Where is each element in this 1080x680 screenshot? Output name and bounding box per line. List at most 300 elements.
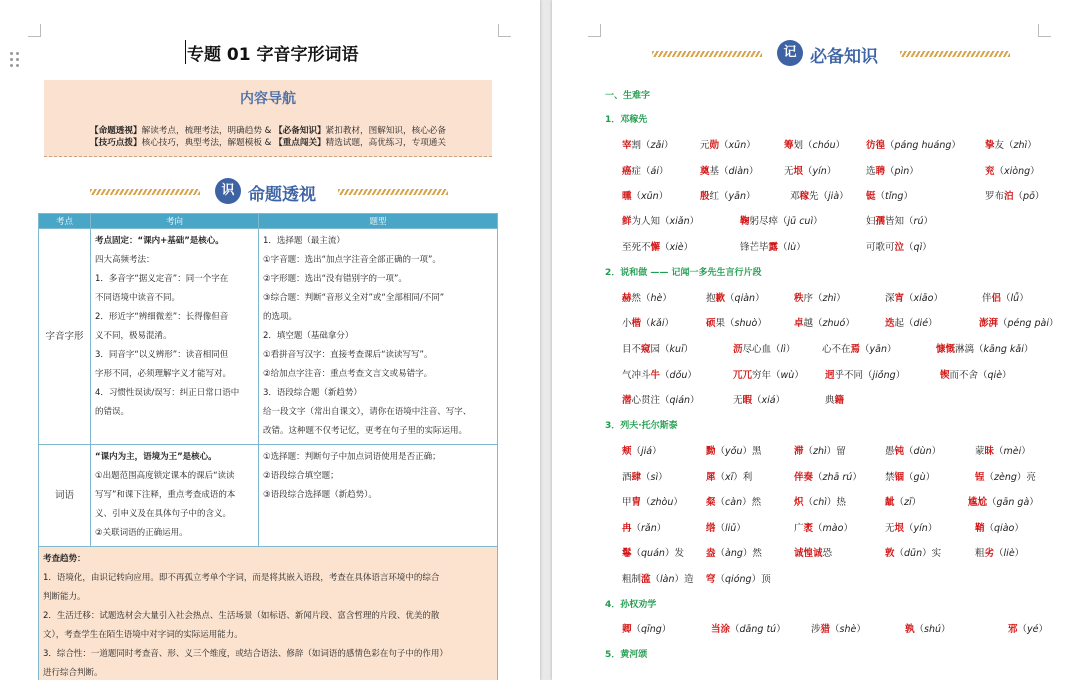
vocab-text: 起（ <box>894 318 914 329</box>
vocab-text: 症（ <box>631 166 651 177</box>
vocab-text: 粗 <box>975 548 985 559</box>
vocab-pinyin: dāng tú <box>739 624 777 635</box>
vocab-item <box>622 188 668 202</box>
vocab-pinyin: qiè <box>987 370 1003 381</box>
vocab-text: （ <box>984 472 995 483</box>
vocab-key-char: 慷慨 <box>936 344 956 355</box>
vocab-key-char: 肆 <box>631 472 642 483</box>
vocab-text: （ <box>994 166 1005 177</box>
vocab-item <box>622 571 694 585</box>
vocab-text: （ <box>1013 191 1024 202</box>
vocab-key-char: 锲 <box>940 370 950 381</box>
cell-line: ①出题范围高度锁定课本的课后“读读 <box>95 471 235 481</box>
vocab-text: ） <box>683 242 694 253</box>
vocab-key-char: 勋 <box>709 140 720 151</box>
direction-cell <box>91 229 259 445</box>
vocab-text: ） <box>852 472 862 483</box>
vocab-pinyin: zhì <box>1013 140 1028 151</box>
vocab-pinyin: yé <box>1027 624 1039 635</box>
vocab-item <box>885 315 938 329</box>
drag-handle-icon[interactable] <box>10 52 20 68</box>
vocab-text: ） <box>746 140 756 151</box>
content-navigation-box <box>44 80 492 157</box>
cell-line: 3．综合性：一道题同时考查音、形、义三个维度，或结合语法、修辞（如词语的感情色彩在句子中的作用） <box>43 649 448 659</box>
vocab-text: （ <box>904 472 914 483</box>
vocab-text: （ <box>860 344 870 355</box>
vocab-item <box>794 494 846 508</box>
vocab-text: （ <box>803 446 814 457</box>
nav-text: 解读考点，梳理考法，明确趋势 & <box>141 126 275 136</box>
vocab-pinyin: lù <box>787 242 797 253</box>
type-cell <box>259 445 498 547</box>
vocab-key-char: 兖 <box>985 166 995 177</box>
vocab-text: ） <box>1038 624 1049 635</box>
vocab-key-char: 垠 <box>894 523 905 534</box>
vocab-text: 园（ <box>650 344 670 355</box>
vocab-text: 心贯注（ <box>631 395 670 406</box>
vocab-text: 基（ <box>709 166 729 177</box>
vocab-item <box>622 213 699 227</box>
vocab-pinyin: gān gà <box>996 497 1030 508</box>
vocab-text: ） <box>1014 523 1024 534</box>
vocab-pinyin: àng <box>725 548 743 559</box>
vocab-text: ） <box>1029 497 1039 508</box>
vocab-key-char: 牛 <box>650 370 661 381</box>
vocab-key-char: 胄 <box>631 497 642 508</box>
vocab-item <box>706 520 746 534</box>
vocab-text: ） <box>1048 318 1059 329</box>
vocab-text: ） <box>662 293 672 304</box>
vocab-text: 粗制 <box>622 574 642 585</box>
vocab-text: ） <box>928 318 938 329</box>
vocab-item <box>985 188 1044 202</box>
vocab-item <box>711 621 786 635</box>
section-title: 必备知识 <box>810 47 878 67</box>
vocab-text: ） <box>933 293 943 304</box>
vocab-item <box>866 188 913 202</box>
cell-line: ①看拼音写汉字：直接考查课后“读读写写”。 <box>263 350 433 360</box>
vocab-text: ）然 <box>742 548 762 559</box>
vocab-pinyin: gù <box>913 472 926 483</box>
vocab-key-char: 宰 <box>622 140 632 151</box>
cell-line: 写写”和课下注释，重点考查成语的本 <box>95 490 236 500</box>
vocab-item <box>885 494 921 508</box>
vocab-key-char: 迭 <box>885 318 895 329</box>
vocab-pinyin: zhì <box>813 446 827 457</box>
vocab-text: ）留 <box>826 446 846 457</box>
vocab-key-char: 稼 <box>799 191 810 202</box>
text-cursor <box>185 40 186 64</box>
vocab-text: ）实 <box>922 548 942 559</box>
vocab-text: 目不 <box>622 344 642 355</box>
vocab-key-char: 穹 <box>706 574 716 585</box>
vocab-text: （ <box>715 472 726 483</box>
vocab-text: （ <box>904 242 914 253</box>
vocab-item <box>622 545 684 559</box>
vocab-text: ） <box>895 370 906 381</box>
vocab-key-char: 歉 <box>715 293 726 304</box>
vocab-text: （ <box>998 318 1008 329</box>
vocab-text: 友（ <box>994 140 1014 151</box>
vocab-text: （ <box>631 523 642 534</box>
vocab-item <box>790 188 849 202</box>
vocab-pinyin: shú <box>924 624 942 635</box>
vocab-item <box>1008 621 1048 635</box>
vocab-key-char: 兀兀 <box>733 370 753 381</box>
vocab-pinyin: kǎi <box>650 318 665 329</box>
vocab-item <box>706 290 765 304</box>
vocab-text: ） <box>1023 344 1034 355</box>
cell-line: 进行综合判断。 <box>43 668 103 678</box>
page-corner-mark <box>498 24 511 37</box>
vocab-key-char: 暇 <box>742 395 753 406</box>
vocab-item <box>975 545 1024 559</box>
vocab-key-char: 昧 <box>984 446 995 457</box>
vocab-item <box>885 469 935 483</box>
vocab-text: 甲 <box>622 497 632 508</box>
direction-cell <box>91 445 259 547</box>
vocab-text: 先（ <box>809 191 829 202</box>
vocab-pinyin: lǚ <box>1010 293 1020 304</box>
vocab-text: （ <box>631 446 642 457</box>
vocab-text: （ <box>984 523 995 534</box>
cell-line: ③语段综合选择题（新趋势）。 <box>263 490 377 500</box>
vocab-pinyin: shè <box>839 624 857 635</box>
vocab-key-char: 露 <box>768 242 779 253</box>
vocab-pinyin: xiá <box>761 395 776 406</box>
vocab-text: 为人知（ <box>631 216 670 227</box>
vocab-text: 划（ <box>793 140 813 151</box>
vocab-key-char: 伴奏 <box>794 472 814 483</box>
vocab-text: ） <box>690 395 700 406</box>
vocab-pinyin: xiāo <box>913 293 934 304</box>
vocab-item <box>905 621 951 635</box>
vocab-item <box>866 213 933 227</box>
cell-line: 不同语境中读音不同。 <box>95 293 181 303</box>
vocab-text: ）顶 <box>751 574 771 585</box>
vocab-key-char: 籍 <box>834 395 845 406</box>
vocab-pinyin: chì <box>813 497 827 508</box>
vocab-key-char: 劣 <box>984 548 995 559</box>
vocab-key-char: 铤 <box>866 191 876 202</box>
vocab-item <box>733 367 804 381</box>
vocab-text: （ <box>660 242 670 253</box>
vocab-text: （ <box>994 548 1004 559</box>
vocab-pinyin: wù <box>780 370 795 381</box>
vocab-text: （ <box>813 523 823 534</box>
vocab-text: （ <box>875 191 886 202</box>
vocab-item <box>940 367 1012 381</box>
cell-line: 1．多音字“据义定音”：同一个字在 <box>95 274 229 284</box>
vocab-text: （ <box>803 497 814 508</box>
vocab-text: 至死不 <box>622 242 651 253</box>
vocab-text: 深 <box>885 293 895 304</box>
vocab-pinyin: dié <box>913 318 929 329</box>
cell-line: ②关联词语的正确运用。 <box>95 528 188 538</box>
vocab-text: （ <box>830 624 840 635</box>
vocab-item <box>700 163 759 177</box>
section-header-mingti <box>90 178 450 206</box>
vocab-item <box>706 443 762 457</box>
vocab-item <box>936 341 1033 355</box>
vocab-text: 序（ <box>803 293 823 304</box>
vocab-key-char: 滥 <box>641 574 651 585</box>
vocab-item <box>794 520 853 534</box>
cell-line: 义不同，极易混淆。 <box>95 331 172 341</box>
decorative-stripe <box>652 51 762 57</box>
cell-line: ①字音题：选出“加点字注音全部正确的一项”。 <box>263 255 441 265</box>
vocab-text: ）发 <box>664 548 684 559</box>
vocab-item <box>794 443 846 457</box>
decorative-stripe <box>900 51 1010 57</box>
cell-line: 改错。这种题不仅考记忆，更考在句子里的实际运用。 <box>263 426 468 436</box>
vocab-text: 果（ <box>715 318 735 329</box>
vocab-text: ） <box>794 370 804 381</box>
cell-line: 4．习惯性误读/误写：纠正日常口语中 <box>95 388 240 398</box>
vocab-pinyin: zhuó <box>822 318 846 329</box>
vocab-text: 红（ <box>709 191 729 202</box>
vocab-item <box>784 137 845 151</box>
vocab-pinyin: càn <box>725 497 743 508</box>
vocab-text: ） <box>843 523 853 534</box>
vocab-text: ） <box>836 293 846 304</box>
vocab-text: （ <box>894 548 905 559</box>
vocab-key-char: 侣 <box>991 293 1002 304</box>
vocab-pinyin: pō <box>1023 191 1035 202</box>
vocab-item <box>885 520 937 534</box>
vocab-key-char: 颊 <box>622 446 632 457</box>
vocab-item <box>706 315 767 329</box>
vocab-pinyin: làn <box>660 574 675 585</box>
vocab-key-char: 盎 <box>706 548 716 559</box>
cell-line: 的选项。 <box>263 312 298 322</box>
vocab-item <box>622 494 683 508</box>
vocab-item <box>825 367 905 381</box>
vocab-item <box>622 443 662 457</box>
vocab-pinyin: xūn <box>641 191 659 202</box>
vocab-text: （ <box>631 624 642 635</box>
vocab-pinyin: diàn <box>728 166 750 177</box>
vocab-text: 恐 <box>822 548 833 559</box>
vocab-item <box>985 163 1040 177</box>
vocab-text: ） <box>1014 548 1025 559</box>
vocab-item <box>740 239 806 253</box>
vocab-text: ） <box>687 370 697 381</box>
table-row <box>39 547 498 680</box>
vocab-text: ）黑 <box>742 446 762 457</box>
vocab-text: （ <box>650 574 661 585</box>
vocab-item <box>622 290 672 304</box>
vocab-key-char: 懈 <box>650 242 661 253</box>
vocab-text: 禁 <box>885 472 895 483</box>
vocab-pinyin: dǒu <box>669 370 688 381</box>
vocab-text: ） <box>749 166 759 177</box>
cell-line: 2．形近字“辨细微差”：长得像但音 <box>95 312 229 322</box>
vocab-pinyin: kuī <box>669 344 684 355</box>
vocab-pinyin: liǔ <box>725 523 737 534</box>
vocab-key-char: 孺 <box>875 216 886 227</box>
vocab-text: 无 <box>733 395 743 406</box>
vocab-pinyin: péng pài <box>1007 318 1049 329</box>
page-corner-mark <box>1038 24 1051 37</box>
vocab-text: ） <box>925 472 936 483</box>
vocab-key-char: 黝 <box>706 446 716 457</box>
vocab-pinyin: lì <box>780 344 786 355</box>
vocab-key-char: 卿 <box>622 624 632 635</box>
vocab-key-char: 炽 <box>794 497 804 508</box>
vocab-text: 选 <box>866 166 876 177</box>
vocab-text: ） <box>796 242 806 253</box>
vocab-key-char: 鬈 <box>622 548 632 559</box>
type-cell <box>259 229 498 445</box>
vocab-pinyin: qì <box>913 242 923 253</box>
vocab-pinyin: chóu <box>812 140 836 151</box>
vocab-key-char: 焉 <box>850 344 861 355</box>
vocab-text: （ <box>715 574 726 585</box>
vocab-item <box>622 239 693 253</box>
vocab-item <box>885 545 941 559</box>
vocab-text: （ <box>803 166 813 177</box>
vocab-item <box>979 315 1058 329</box>
vocab-pinyin: zhā rú <box>822 472 853 483</box>
vocab-text: 酒 <box>622 472 632 483</box>
table-header-tixing: 题型 <box>259 214 498 229</box>
vocab-text: （ <box>885 140 895 151</box>
vocab-text: ）热 <box>826 497 846 508</box>
vocab-key-char: 挚 <box>985 140 995 151</box>
vocab-key-char: 殷 <box>700 191 710 202</box>
vocab-pinyin: xiè <box>669 242 684 253</box>
vocab-item <box>794 290 846 304</box>
vocab-pinyin: jià <box>828 191 840 202</box>
vocab-item <box>784 163 836 177</box>
vocab-pinyin: dùn <box>913 446 932 457</box>
vocab-pinyin: kāng kǎi <box>983 344 1024 355</box>
vocab-item <box>968 494 1039 508</box>
vocab-text: 罗布 <box>985 191 1005 202</box>
vocab-text: （ <box>641 472 651 483</box>
cell-line: ②字形题：选出“没有错别字的一项”。 <box>263 274 407 284</box>
vocab-text: ） <box>1030 166 1040 177</box>
vocab-text: ） <box>776 624 786 635</box>
nav-keyword: 【技巧点拨】 <box>90 138 142 148</box>
vocab-item <box>885 443 941 457</box>
page-corner-mark <box>28 24 41 37</box>
document-title[interactable]: 专题 01 字音字形词语 <box>187 45 359 65</box>
vocab-pinyin: liè <box>1003 548 1015 559</box>
vocab-key-char: 锃 <box>975 472 985 483</box>
vocab-text: ） <box>755 293 765 304</box>
vocab-text: 愚 <box>885 446 895 457</box>
vocab-text: 伴 <box>982 293 992 304</box>
vocab-text: ） <box>785 344 796 355</box>
table-header-kaoxiang: 考向 <box>91 214 259 229</box>
vocab-text: （ <box>904 293 914 304</box>
vocab-key-char: 泣 <box>894 242 905 253</box>
cell-line: 2．填空题（基础拿分） <box>263 331 354 341</box>
vocab-item <box>706 469 752 483</box>
vocab-text: ） <box>689 216 700 227</box>
cell-line: 1．语境化，由识记转向应用。即不再孤立考单个字词，而是将其嵌入语段，考查在具体语言环境中的综合 <box>43 573 440 583</box>
vocab-key-char: 赫 <box>622 293 632 304</box>
vocab-text: 穷年（ <box>752 370 781 381</box>
vocab-key-char: 潜 <box>622 395 632 406</box>
cell-line: 3．同音字“以义辨形”：读音相同但 <box>95 350 229 360</box>
vocab-text: 割（ <box>631 140 651 151</box>
vocab-text: ） <box>658 191 669 202</box>
nav-keyword: 【命题透视】 <box>90 126 142 136</box>
vocab-text: 越（ <box>803 318 823 329</box>
vocab-text: ） <box>658 472 668 483</box>
decorative-stripe <box>338 189 448 195</box>
vocab-text: （ <box>715 497 726 508</box>
vocab-text: ） <box>927 523 938 534</box>
vocab-text: ） <box>922 242 932 253</box>
vocab-pinyin: jiá <box>641 446 653 457</box>
vocab-text: ） <box>757 318 767 329</box>
vocab-pinyin: xiòng <box>1004 166 1031 177</box>
vocab-key-char: 滞 <box>794 446 804 457</box>
vocab-text: ） <box>736 523 746 534</box>
vocab-pinyin: xūn <box>728 140 747 151</box>
vocab-key-char: 卓 <box>794 318 804 329</box>
vocab-key-char: 秩 <box>794 293 804 304</box>
vocab-text: ） <box>775 395 786 406</box>
vocab-text: ） <box>909 166 919 177</box>
cell-line: 考查趋势： <box>43 554 86 564</box>
vocab-text: （ <box>715 446 726 457</box>
vocab-text: ） <box>1027 140 1037 151</box>
vocab-text: （ <box>904 446 914 457</box>
vocab-pinyin: páng huáng <box>894 140 952 151</box>
vocab-text: ） <box>839 191 849 202</box>
section-heading: 2．说和做 —— 记闻一多先生言行片段 <box>605 268 762 278</box>
vocab-text: （ <box>715 548 726 559</box>
cell-line: 考点固定：“课内+基础”是核心。 <box>95 236 224 246</box>
vocab-key-char: 曛 <box>622 191 632 202</box>
vocab-text: 可歌可 <box>866 242 895 253</box>
page-corner-mark <box>588 24 601 37</box>
vocab-text: ） <box>856 624 866 635</box>
vocab-text: （ <box>641 497 651 508</box>
vocab-item <box>700 137 756 151</box>
vocab-text: （ <box>904 523 914 534</box>
cell-line: 给一段文字（常出自课文），请你在语境中注音、写字、 <box>263 407 472 417</box>
vocab-item <box>706 545 762 559</box>
vocab-key-char: 龇 <box>885 497 895 508</box>
vocab-item <box>885 290 943 304</box>
cell-line: ③综合题：判断“音形义全对”或“全部相同/不同” <box>263 293 445 303</box>
vocab-text: ） <box>923 216 933 227</box>
vocab-key-char: 敦 <box>885 548 895 559</box>
vocab-text: ） <box>661 624 672 635</box>
vocab-item <box>622 621 671 635</box>
vocab-pinyin: jū cuì <box>787 216 814 227</box>
vocab-item <box>622 469 668 483</box>
vocab-item <box>622 520 666 534</box>
vocab-text: ） <box>663 140 674 151</box>
vocab-item <box>794 315 855 329</box>
vocab-text: （ <box>631 191 642 202</box>
vocab-pinyin: hè <box>650 293 663 304</box>
vocab-text: 皆知（ <box>885 216 914 227</box>
row-label: 字音字形 <box>39 229 91 445</box>
vocab-key-char: 袤 <box>803 523 814 534</box>
section-heading: 4．孙权劝学 <box>605 600 657 610</box>
vocab-item <box>622 367 697 381</box>
vocab-text: （ <box>641 318 651 329</box>
vocab-item <box>622 392 700 406</box>
